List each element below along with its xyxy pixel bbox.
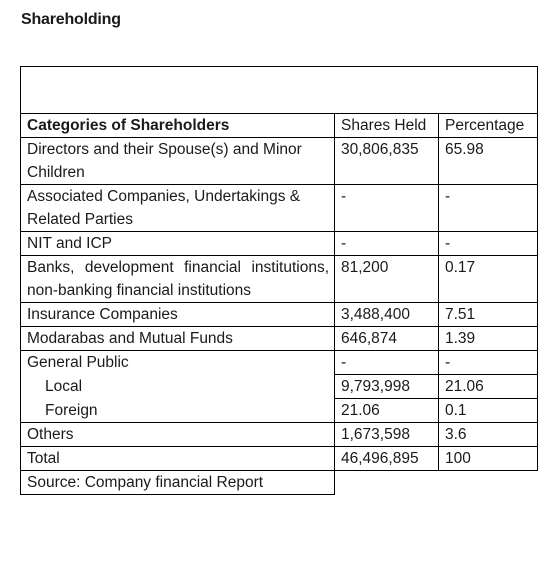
empty-header-row	[21, 67, 538, 114]
column-header-row	[21, 114, 538, 138]
table-row	[21, 232, 538, 256]
percentage-cell: 3.6	[439, 423, 538, 447]
category-cell: Others	[21, 423, 335, 447]
table-row	[21, 399, 538, 423]
table-row	[21, 303, 538, 327]
shares-cell: 646,874	[335, 327, 439, 351]
percentage-cell: 0.1	[439, 399, 538, 423]
source-note: Source: Company financial Report	[21, 471, 335, 495]
percentage-cell: 21.06	[439, 375, 538, 399]
shares-cell: 30,806,835	[335, 138, 439, 185]
table-row	[21, 351, 538, 375]
source-row	[21, 471, 538, 495]
category-cell: Associated Companies, Undertakings & Related Parties	[21, 185, 335, 232]
table-row	[21, 256, 538, 303]
percentage-cell: -	[439, 185, 538, 232]
category-cell: Insurance Companies	[21, 303, 335, 327]
shareholding-table	[20, 66, 538, 495]
shares-cell: 81,200	[335, 256, 439, 303]
percentage-cell: 0.17	[439, 256, 538, 303]
shares-cell: -	[335, 351, 439, 375]
shares-cell: 3,488,400	[335, 303, 439, 327]
percentage-cell: 7.51	[439, 303, 538, 327]
category-cell: NIT and ICP	[21, 232, 335, 256]
table-row	[21, 138, 538, 185]
category-cell: General Public	[21, 351, 335, 375]
shares-cell: 1,673,598	[335, 423, 439, 447]
percentage-cell: 1.39	[439, 327, 538, 351]
header-percentage: Percentage	[439, 114, 538, 138]
category-cell: Directors and their Spouse(s) and Minor Children	[21, 138, 335, 185]
percentage-cell: 100	[439, 447, 538, 471]
percentage-cell: -	[439, 232, 538, 256]
shares-cell: -	[335, 232, 439, 256]
page-title: Shareholding	[21, 11, 121, 28]
category-cell: Modarabas and Mutual Funds	[21, 327, 335, 351]
table-row	[21, 447, 538, 471]
header-shares-held: Shares Held	[335, 114, 439, 138]
table-row	[21, 185, 538, 232]
table-row	[21, 423, 538, 447]
shares-cell: 9,793,998	[335, 375, 439, 399]
shares-cell: 46,496,895	[335, 447, 439, 471]
category-cell: Foreign	[21, 399, 335, 423]
table-row	[21, 375, 538, 399]
shares-cell: 21.06	[335, 399, 439, 423]
percentage-cell: -	[439, 351, 538, 375]
category-cell: Total	[21, 447, 335, 471]
header-categories: Categories of Shareholders	[21, 114, 335, 138]
category-cell: Local	[21, 375, 335, 399]
percentage-cell: 65.98	[439, 138, 538, 185]
empty-cell	[21, 67, 538, 114]
table-row	[21, 327, 538, 351]
shares-cell: -	[335, 185, 439, 232]
category-cell: Banks, development financial institutions, non-banking financial institutions	[21, 256, 335, 303]
